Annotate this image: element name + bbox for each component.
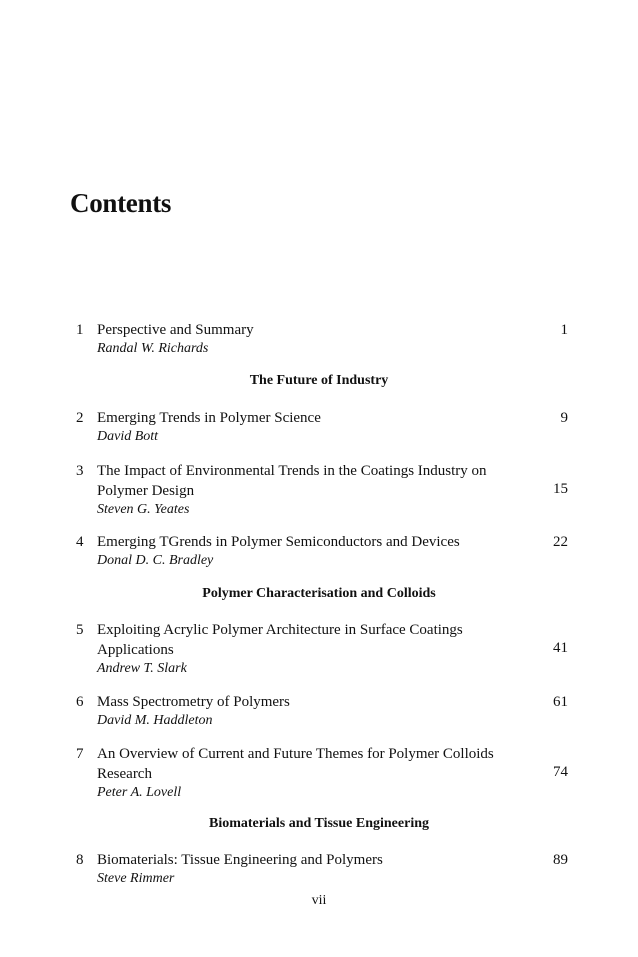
chapter-author: David M. Haddleton — [97, 713, 213, 728]
chapter-title-block — [97, 744, 527, 802]
chapter-title: Emerging TGrends in Polymer Semiconductors and Devices — [97, 534, 460, 550]
chapter-number: 4 — [76, 534, 84, 550]
chapter-number: 1 — [76, 322, 84, 338]
page-number: 22 — [553, 534, 568, 550]
contents-heading: Contents — [70, 188, 172, 218]
folio-page-number: vii — [311, 893, 327, 908]
chapter-title: An Overview of Current and Future Themes for Polymer Colloids Research — [97, 746, 494, 782]
page-number: 74 — [553, 764, 568, 780]
chapter-title-block — [97, 320, 527, 358]
chapter-author: Steven G. Yeates — [97, 502, 190, 517]
section-heading: The Future of Industry — [249, 373, 389, 388]
page-number: 9 — [560, 410, 568, 426]
chapter-title: Mass Spectrometry of Polymers — [97, 694, 290, 710]
chapter-author: Donal D. C. Bradley — [97, 553, 214, 568]
chapter-title: Perspective and Summary — [97, 322, 254, 338]
chapter-title-block — [97, 850, 527, 888]
chapter-number: 6 — [76, 694, 84, 710]
section-heading: Polymer Characterisation and Colloids — [202, 586, 436, 601]
chapter-author: Steve Rimmer — [97, 871, 175, 886]
chapter-author: Randal W. Richards — [97, 341, 209, 356]
page-number: 15 — [553, 481, 568, 497]
chapter-author: David Bott — [97, 429, 159, 444]
chapter-title-block — [97, 408, 527, 446]
chapter-title: Emerging Trends in Polymer Science — [97, 410, 321, 426]
chapter-title-block — [97, 461, 527, 519]
chapter-title-block — [97, 532, 527, 570]
chapter-number: 8 — [76, 852, 84, 868]
chapter-title-block — [97, 692, 527, 730]
page-number: 61 — [553, 694, 568, 710]
page-number: 1 — [560, 322, 568, 338]
section-heading: Biomaterials and Tissue Engineering — [208, 816, 429, 831]
chapter-number: 7 — [76, 746, 84, 762]
page-number: 89 — [553, 852, 568, 868]
chapter-number: 3 — [76, 463, 84, 479]
chapter-title: Exploiting Acrylic Polymer Architecture in Surface Coatings Applications — [97, 622, 463, 658]
chapter-title: The Impact of Environmental Trends in the Coatings Industry on Polymer Design — [97, 463, 487, 499]
chapter-author: Peter A. Lovell — [97, 785, 182, 800]
chapter-author: Andrew T. Slark — [97, 661, 187, 676]
chapter-number: 5 — [76, 622, 84, 638]
page-number: 41 — [553, 640, 568, 656]
chapter-title-block — [97, 620, 527, 678]
chapter-title: Biomaterials: Tissue Engineering and Polymers — [97, 852, 383, 868]
chapter-number: 2 — [76, 410, 84, 426]
